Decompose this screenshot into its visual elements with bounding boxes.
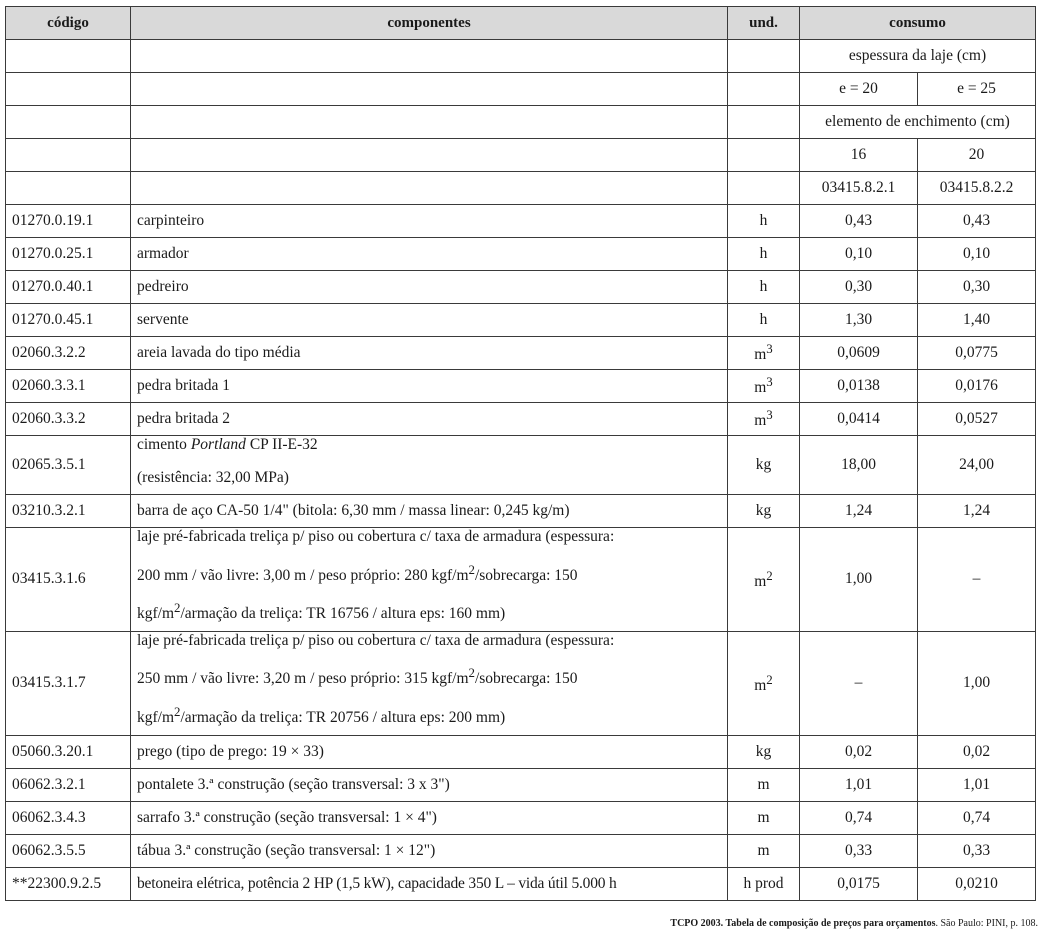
unit-base: m [754,676,767,694]
row-code: **22300.9.2.5 [6,867,131,900]
row-code: 05060.3.20.1 [6,735,131,768]
row-code: 06062.3.4.3 [6,801,131,834]
unit-base: m [754,346,767,364]
table-row [6,205,1036,238]
header-codigo: código [6,7,131,40]
row-value-1: – [800,631,918,735]
row-description: servente [131,304,728,337]
header-componentes: componentes [131,7,728,40]
desc-exponent: 2 [174,600,181,616]
row-unit: h [728,304,800,337]
row-description [131,631,728,735]
table-row [6,337,1036,370]
row-unit: kg [728,735,800,768]
row-code: 02065.3.5.1 [6,436,131,495]
row-value-1: 1,01 [800,768,918,801]
desc-part: /sobrecarga: 150 [474,566,578,584]
row-value-1: 0,0138 [800,370,918,403]
row-value-2: 24,00 [918,436,1036,495]
elemento-label: elemento de enchimento (cm) [800,106,1036,139]
row-value-2: 1,40 [918,304,1036,337]
row-description: prego (tipo de prego: 19 × 33) [131,735,728,768]
row-unit [728,337,800,370]
espessura-e20: e = 20 [800,73,918,106]
row-unit [728,370,800,403]
desc-exponent: 2 [468,561,475,577]
row-code: 06062.3.5.5 [6,834,131,867]
row-unit: m [728,768,800,801]
row-code: 02060.3.3.2 [6,403,131,436]
row-value-1: 0,0414 [800,403,918,436]
espessura-e25: e = 25 [918,73,1036,106]
source-citation [670,918,1038,929]
row-value-1: 0,74 [800,801,918,834]
row-code: 01270.0.25.1 [6,238,131,271]
unit-base: m [754,379,767,397]
unit-exponent: 3 [766,341,773,357]
row-unit: h [728,238,800,271]
elemento-20: 20 [918,139,1036,172]
row-value-1: 0,30 [800,271,918,304]
row-value-1: 0,10 [800,238,918,271]
row-description: carpinteiro [131,205,728,238]
row-description: pedra britada 1 [131,370,728,403]
row-unit: kg [728,436,800,495]
header-und: und. [728,7,800,40]
row-description [131,528,728,632]
row-value-2: 0,0775 [918,337,1036,370]
table-row [6,370,1036,403]
row-value-2: 1,24 [918,495,1036,528]
row-value-1: 0,0609 [800,337,918,370]
composition-code-1: 03415.8.2.1 [800,172,918,205]
row-unit: kg [728,495,800,528]
desc-part: 250 mm / vão livre: 3,20 m / peso próprio: 315 kgf/m [137,670,469,688]
composition-code-2: 03415.8.2.2 [918,172,1036,205]
desc-exponent: 2 [174,703,181,719]
row-value-1: 18,00 [800,436,918,495]
row-description: barra de aço CA-50 1/4" (bitola: 6,30 mm / massa linear: 0,245 kg/m) [131,495,728,528]
row-value-2: 0,43 [918,205,1036,238]
espessura-label: espessura da laje (cm) [800,40,1036,73]
desc-part: CP II-E-32 [245,436,318,453]
desc-part: kgf/m [137,605,175,623]
row-code: 01270.0.45.1 [6,304,131,337]
row-value-1: 1,24 [800,495,918,528]
desc-part: kgf/m [137,709,175,727]
row-description: betoneira elétrica, potência 2 HP (1,5 kW), capacidade 350 L – vida útil 5.000 h [131,867,728,900]
row-code: 03415.3.1.6 [6,528,131,632]
row-value-1: 1,30 [800,304,918,337]
unit-exponent: 3 [766,374,773,390]
row-code: 01270.0.40.1 [6,271,131,304]
row-value-2: 0,0176 [918,370,1036,403]
desc-part: /sobrecarga: 150 [474,670,578,688]
citation-title: TCPO 2003. Tabela de composição de preços para orçamentos [670,918,936,929]
unit-base: m [754,412,767,430]
row-description: pedreiro [131,271,728,304]
desc-line-2: (resistência: 32,00 MPa) [137,468,289,486]
row-value-1: 0,33 [800,834,918,867]
row-unit [728,631,800,735]
table-row [6,867,1036,900]
row-description: pedra britada 2 [131,403,728,436]
subheader-row [6,40,1036,73]
row-unit [728,528,800,632]
table-row [6,801,1036,834]
row-value-2: 0,10 [918,238,1036,271]
row-description: armador [131,238,728,271]
unit-exponent: 3 [766,407,773,423]
table-row [6,631,1036,735]
row-value-2: 0,0210 [918,867,1036,900]
table-row [6,436,1036,495]
unit-exponent: 2 [766,567,773,583]
desc-line-1: laje pré-fabricada treliça p/ piso ou cobertura c/ taxa de armadura (espessura: [137,631,615,649]
row-description: sarrafo 3.ª construção (seção transversal: 1 × 4") [131,801,728,834]
desc-part: /armação da treliça: TR 20756 / altura eps: 200 mm) [180,709,506,727]
table-row [6,304,1036,337]
row-value-1: 0,43 [800,205,918,238]
row-code: 06062.3.2.1 [6,768,131,801]
row-value-1: 1,00 [800,528,918,632]
row-code: 02060.3.2.2 [6,337,131,370]
row-value-2: 0,33 [918,834,1036,867]
row-value-2: 0,74 [918,801,1036,834]
desc-part: cimento [137,436,191,453]
header-consumo: consumo [800,7,1036,40]
row-unit: h prod [728,867,800,900]
subheader-row [6,139,1036,172]
subheader-row [6,172,1036,205]
row-code: 02060.3.3.1 [6,370,131,403]
header-row [6,7,1036,40]
row-description: areia lavada do tipo média [131,337,728,370]
desc-part: /armação da treliça: TR 16756 / altura eps: 160 mm) [180,605,506,623]
table-row [6,528,1036,632]
table-row [6,768,1036,801]
elemento-16: 16 [800,139,918,172]
row-value-2: – [918,528,1036,632]
composition-table [5,6,1036,901]
desc-exponent: 2 [468,665,475,681]
subheader-row [6,106,1036,139]
table-row [6,271,1036,304]
row-value-1: 0,02 [800,735,918,768]
row-unit: m [728,834,800,867]
desc-italic: Portland [190,436,246,453]
row-unit: h [728,205,800,238]
desc-part: 200 mm / vão livre: 3,00 m / peso próprio: 280 kgf/m [137,566,469,584]
row-unit [728,403,800,436]
row-value-2: 1,00 [918,631,1036,735]
row-code: 03210.3.2.1 [6,495,131,528]
row-value-2: 0,02 [918,735,1036,768]
citation-rest: . São Paulo: PINI, p. 108. [935,918,1038,929]
row-description: pontalete 3.ª construção (seção transversal: 3 x 3") [131,768,728,801]
unit-base: m [754,572,767,590]
subheader-row [6,73,1036,106]
row-value-1: 0,0175 [800,867,918,900]
table-row [6,238,1036,271]
row-value-2: 1,01 [918,768,1036,801]
row-unit: h [728,271,800,304]
row-code: 01270.0.19.1 [6,205,131,238]
row-value-2: 0,0527 [918,403,1036,436]
row-unit: m [728,801,800,834]
row-description: tábua 3.ª construção (seção transversal: 1 × 12") [131,834,728,867]
unit-exponent: 2 [766,671,773,687]
row-description [131,436,728,495]
table-row [6,735,1036,768]
desc-line-1: laje pré-fabricada treliça p/ piso ou cobertura c/ taxa de armadura (espessura: [137,528,615,545]
row-value-2: 0,30 [918,271,1036,304]
row-code: 03415.3.1.7 [6,631,131,735]
table-row [6,834,1036,867]
